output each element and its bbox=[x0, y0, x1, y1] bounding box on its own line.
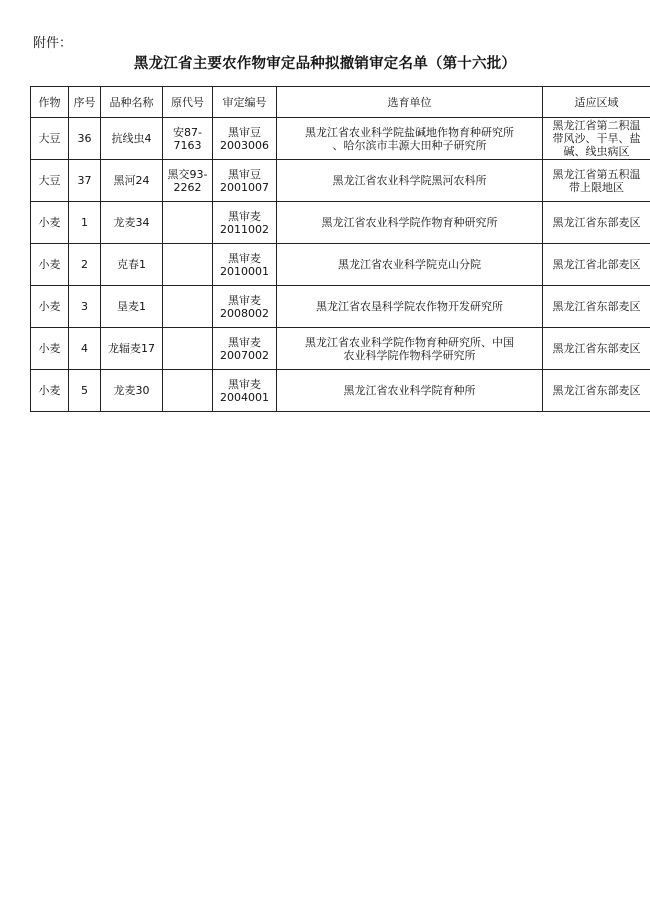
cell-approval-number: 黑审麦 2008002 bbox=[213, 286, 277, 328]
cell-variety-name: 龙辐麦17 bbox=[101, 328, 163, 370]
cell-seq: 5 bbox=[69, 370, 101, 412]
cell-seq: 2 bbox=[69, 244, 101, 286]
header-approval-number: 审定编号 bbox=[213, 87, 277, 118]
cell-breeding-unit: 黑龙江省农业科学院黑河农科所 bbox=[277, 160, 543, 202]
cell-approval-number: 黑审麦 2010001 bbox=[213, 244, 277, 286]
table-row bbox=[31, 160, 650, 202]
header-adaptation-region: 适应区域 bbox=[543, 87, 650, 118]
cell-seq: 36 bbox=[69, 118, 101, 160]
cell-adaptation-region: 黑龙江省东部麦区 bbox=[543, 328, 650, 370]
cell-adaptation-region: 黑龙江省东部麦区 bbox=[543, 202, 650, 244]
cell-adaptation-region: 黑龙江省东部麦区 bbox=[543, 286, 650, 328]
cell-crop: 大豆 bbox=[31, 118, 69, 160]
table-row bbox=[31, 118, 650, 160]
table-row bbox=[31, 286, 650, 328]
table-row bbox=[31, 202, 650, 244]
header-original-code: 原代号 bbox=[163, 87, 213, 118]
revocation-list-table bbox=[30, 86, 650, 412]
table-header-row bbox=[31, 87, 650, 118]
cell-original-code bbox=[163, 244, 213, 286]
cell-original-code bbox=[163, 286, 213, 328]
cell-breeding-unit: 黑龙江省农业科学院作物育种研究所、中国 农业科学院作物科学研究所 bbox=[277, 328, 543, 370]
table-body bbox=[31, 118, 650, 412]
attachment-label: 附件： bbox=[33, 36, 73, 51]
cell-variety-name: 抗线虫4 bbox=[101, 118, 163, 160]
cell-crop: 小麦 bbox=[31, 202, 69, 244]
cell-breeding-unit: 黑龙江省农业科学院作物育种研究所 bbox=[277, 202, 543, 244]
cell-breeding-unit: 黑龙江省农业科学院盐碱地作物育种研究所 、哈尔滨市丰源大田种子研究所 bbox=[277, 118, 543, 160]
cell-original-code: 黑交93- 2262 bbox=[163, 160, 213, 202]
cell-adaptation-region: 黑龙江省第二积温 带风沙、干旱、盐 碱、线虫病区 bbox=[543, 118, 650, 160]
header-variety-name: 品种名称 bbox=[101, 87, 163, 118]
cell-original-code: 安87- 7163 bbox=[163, 118, 213, 160]
cell-seq: 37 bbox=[69, 160, 101, 202]
cell-breeding-unit: 黑龙江省农业科学院育种所 bbox=[277, 370, 543, 412]
cell-seq: 1 bbox=[69, 202, 101, 244]
cell-adaptation-region: 黑龙江省东部麦区 bbox=[543, 370, 650, 412]
cell-crop: 小麦 bbox=[31, 244, 69, 286]
cell-adaptation-region: 黑龙江省北部麦区 bbox=[543, 244, 650, 286]
cell-seq: 3 bbox=[69, 286, 101, 328]
header-seq: 序号 bbox=[69, 87, 101, 118]
cell-variety-name: 黑河24 bbox=[101, 160, 163, 202]
cell-breeding-unit: 黑龙江省农垦科学院农作物开发研究所 bbox=[277, 286, 543, 328]
table-row bbox=[31, 328, 650, 370]
cell-variety-name: 克春1 bbox=[101, 244, 163, 286]
document-title: 黑龙江省主要农作物审定品种拟撤销审定名单（第十六批） bbox=[133, 56, 517, 72]
cell-original-code bbox=[163, 202, 213, 244]
cell-breeding-unit: 黑龙江省农业科学院克山分院 bbox=[277, 244, 543, 286]
cell-crop: 大豆 bbox=[31, 160, 69, 202]
header-crop: 作物 bbox=[31, 87, 69, 118]
cell-approval-number: 黑审豆 2001007 bbox=[213, 160, 277, 202]
cell-crop: 小麦 bbox=[31, 370, 69, 412]
cell-seq: 4 bbox=[69, 328, 101, 370]
cell-original-code bbox=[163, 328, 213, 370]
cell-variety-name: 垦麦1 bbox=[101, 286, 163, 328]
cell-adaptation-region: 黑龙江省第五积温 带上限地区 bbox=[543, 160, 650, 202]
header-breeding-unit: 选育单位 bbox=[277, 87, 543, 118]
table-row bbox=[31, 244, 650, 286]
cell-crop: 小麦 bbox=[31, 286, 69, 328]
cell-crop: 小麦 bbox=[31, 328, 69, 370]
cell-approval-number: 黑审麦 2004001 bbox=[213, 370, 277, 412]
cell-original-code bbox=[163, 370, 213, 412]
cell-variety-name: 龙麦34 bbox=[101, 202, 163, 244]
cell-approval-number: 黑审麦 2011002 bbox=[213, 202, 277, 244]
cell-variety-name: 龙麦30 bbox=[101, 370, 163, 412]
cell-approval-number: 黑审豆 2003006 bbox=[213, 118, 277, 160]
cell-approval-number: 黑审麦 2007002 bbox=[213, 328, 277, 370]
table-row bbox=[31, 370, 650, 412]
